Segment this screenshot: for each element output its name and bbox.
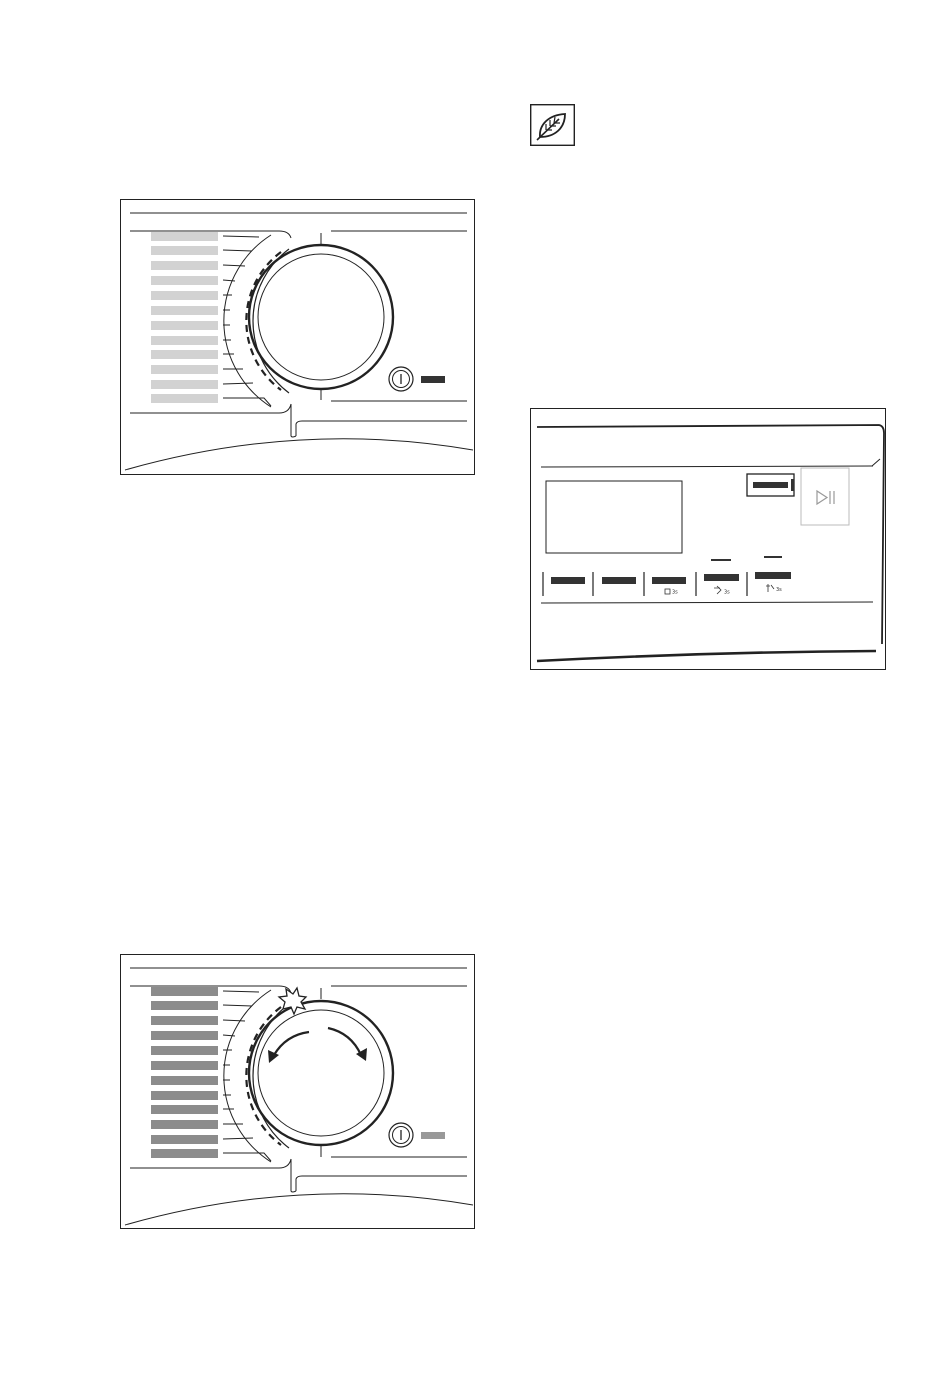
dial-panel-figure-rotate — [120, 954, 475, 1229]
eco-leaf-icon — [530, 104, 575, 146]
button-sub-labels — [665, 584, 782, 596]
program-labels-dark — [151, 987, 218, 1158]
power-icon — [389, 367, 413, 391]
svg-text:3s: 3s — [776, 587, 782, 593]
highlight-star-icon — [279, 988, 306, 1014]
control-panel-display-figure — [530, 408, 886, 670]
svg-text:3s: 3s — [724, 589, 730, 596]
svg-text:3s: 3s — [672, 589, 678, 596]
play-pause-icon — [801, 468, 849, 525]
dial-panel-figure-off — [120, 199, 475, 475]
program-labels-light — [151, 232, 218, 403]
rotate-arrows-icon — [274, 1028, 361, 1055]
power-icon — [389, 1123, 413, 1147]
